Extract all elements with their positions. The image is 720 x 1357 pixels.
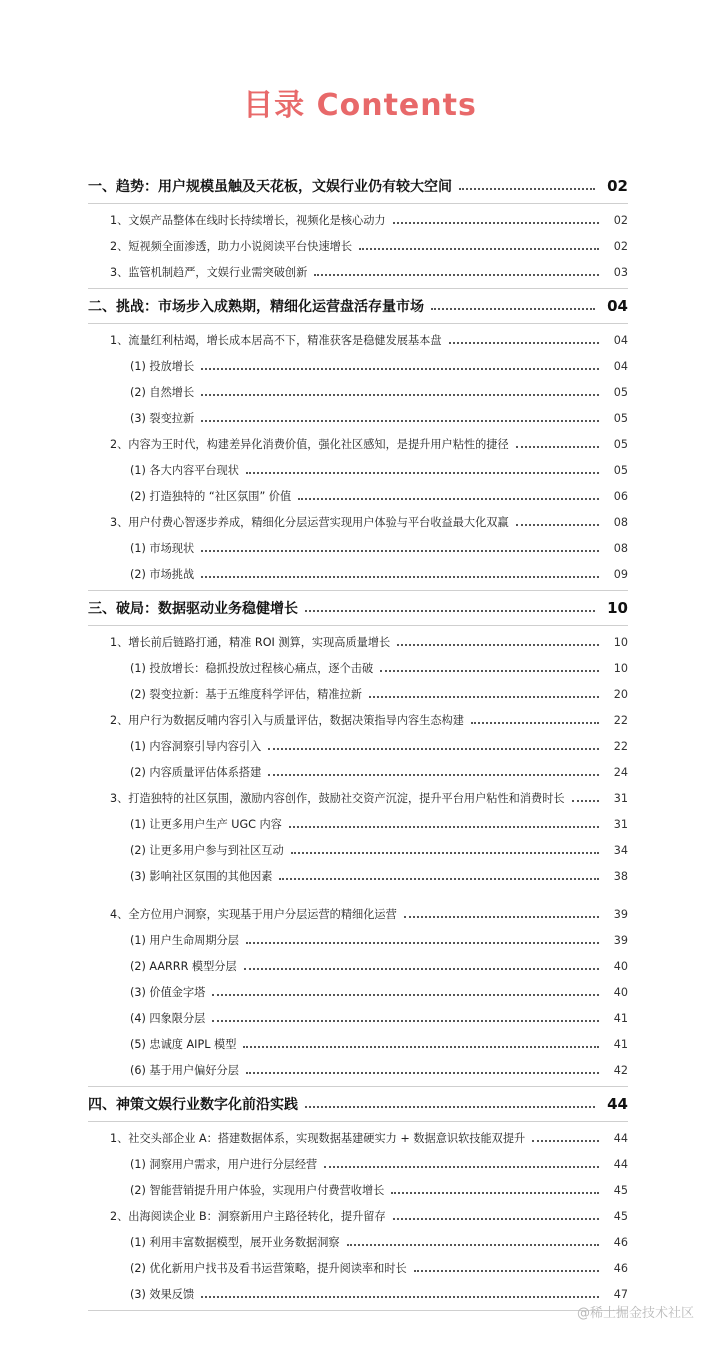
toc-subentry-page-number: 05 bbox=[613, 411, 628, 425]
toc-entry-label: 1、文娱产品整体在线时长持续增长，视频化是核心动力 bbox=[110, 214, 386, 227]
toc-subentry-label: (1) 投放增长：稳抓投放过程核心痛点，逐个击破 bbox=[130, 662, 374, 675]
dot-leader bbox=[212, 1019, 599, 1022]
toc-entry-label: 1、社交头部企业 A：搭建数据体系，实现数据基建硬实力 + 数据意识软技能双提升 bbox=[110, 1132, 526, 1145]
toc-entry-page-number: 22 bbox=[613, 713, 628, 727]
dot-leader bbox=[291, 851, 599, 854]
toc-subentry-label: (4) 四象限分层 bbox=[130, 1012, 206, 1025]
toc-subentry-page-number: 46 bbox=[613, 1235, 628, 1249]
toc-subentry-page-number: 05 bbox=[613, 463, 628, 477]
dot-leader bbox=[459, 187, 595, 190]
dot-leader bbox=[268, 773, 599, 776]
toc-entry-label: 2、内容为王时代，构建差异化消费价值，强化社区感知，是提升用户粘性的捷径 bbox=[110, 438, 509, 451]
toc-subentry-label: (1) 用户生命周期分层 bbox=[130, 934, 239, 947]
toc-subentry[interactable] bbox=[88, 837, 628, 863]
toc-subentry-label: (3) 效果反馈 bbox=[130, 1288, 195, 1301]
toc-subentry[interactable] bbox=[88, 1177, 628, 1203]
dot-leader bbox=[246, 941, 599, 944]
watermark: @稀土掘金技术社区 bbox=[576, 1306, 694, 1321]
dot-leader bbox=[431, 307, 595, 310]
toc-subentry-label: (2) 内容质量评估体系搭建 bbox=[130, 766, 262, 779]
toc-subentry[interactable] bbox=[88, 681, 628, 707]
dot-leader bbox=[397, 643, 599, 646]
toc-subentry-label: (1) 内容洞察引导内容引入 bbox=[130, 740, 262, 753]
dot-leader bbox=[305, 1105, 595, 1108]
toc-subentry-page-number: 24 bbox=[613, 765, 628, 779]
toc-entry-page-number: 02 bbox=[613, 239, 628, 253]
dot-leader bbox=[449, 341, 599, 344]
dot-leader bbox=[289, 825, 599, 828]
dot-leader bbox=[244, 967, 599, 970]
toc-subentry[interactable] bbox=[88, 483, 628, 509]
toc-entry[interactable] bbox=[88, 327, 628, 353]
dot-leader bbox=[212, 993, 599, 996]
toc-entry-page-number: 31 bbox=[613, 791, 628, 805]
dot-leader bbox=[243, 1045, 599, 1048]
toc-subentry-page-number: 06 bbox=[613, 489, 628, 503]
dot-leader bbox=[314, 273, 599, 276]
dot-leader bbox=[369, 695, 599, 698]
toc-subentry-page-number: 47 bbox=[613, 1287, 628, 1301]
toc-entry[interactable] bbox=[88, 431, 628, 457]
dot-leader bbox=[471, 721, 599, 724]
toc-entry[interactable] bbox=[88, 785, 628, 811]
toc-section-heading[interactable] bbox=[88, 292, 628, 320]
dot-leader bbox=[532, 1139, 599, 1142]
toc-entry-page-number: 10 bbox=[613, 635, 628, 649]
toc-subentry[interactable] bbox=[88, 759, 628, 785]
toc-entry[interactable] bbox=[88, 901, 628, 927]
toc-subentry-label: (2) 智能营销提升用户体验，实现用户付费营收增长 bbox=[130, 1184, 385, 1197]
toc-section-heading[interactable] bbox=[88, 172, 628, 200]
toc-entry-page-number: 08 bbox=[613, 515, 628, 529]
toc-entry[interactable] bbox=[88, 1203, 628, 1229]
toc-subentry[interactable] bbox=[88, 1057, 628, 1083]
toc-entry[interactable] bbox=[88, 509, 628, 535]
toc-entry-label: 2、出海阅读企业 B：洞察新用户主路径转化，提升留存 bbox=[110, 1210, 386, 1223]
dot-leader bbox=[246, 471, 599, 474]
dot-leader bbox=[305, 609, 595, 612]
toc-section-heading-label: 四、神策文娱行业数字化前沿实践 bbox=[88, 1097, 298, 1113]
toc-subentry[interactable] bbox=[88, 561, 628, 587]
dot-leader bbox=[404, 915, 599, 918]
toc-subentry-page-number: 44 bbox=[613, 1157, 628, 1171]
toc-subentry-page-number: 42 bbox=[613, 1063, 628, 1077]
toc-entry-label: 3、用户付费心智逐步养成，精细化分层运营实现用户体验与平台收益最大化双赢 bbox=[110, 516, 509, 529]
toc-subentry-page-number: 39 bbox=[613, 933, 628, 947]
toc-entry-page-number: 39 bbox=[613, 907, 628, 921]
toc-section-heading-page-number: 04 bbox=[607, 297, 628, 315]
toc-entry-label: 1、增长前后链路打通，精准 ROI 测算，实现高质量增长 bbox=[110, 636, 391, 649]
toc-subentry-label: (1) 市场现状 bbox=[130, 542, 195, 555]
toc-entry-label: 1、流量红利枯竭，增长成本居高不下，精准获客是稳健发展基本盘 bbox=[110, 334, 442, 347]
toc-subentry[interactable] bbox=[88, 1151, 628, 1177]
toc-entry[interactable] bbox=[88, 707, 628, 733]
toc-entry-page-number: 02 bbox=[613, 213, 628, 227]
toc-subentry[interactable] bbox=[88, 353, 628, 379]
dot-leader bbox=[572, 799, 599, 802]
toc-subentry[interactable] bbox=[88, 979, 628, 1005]
toc-subentry-page-number: 38 bbox=[613, 869, 628, 883]
toc-subentry-page-number: 34 bbox=[613, 843, 628, 857]
divider bbox=[88, 288, 628, 289]
toc-subentry-page-number: 20 bbox=[613, 687, 628, 701]
toc-subentry-page-number: 45 bbox=[613, 1183, 628, 1197]
dot-leader bbox=[516, 523, 599, 526]
toc-subentry[interactable] bbox=[88, 811, 628, 837]
toc-entry[interactable] bbox=[88, 207, 628, 233]
toc-subentry[interactable] bbox=[88, 1229, 628, 1255]
dot-leader bbox=[324, 1165, 599, 1168]
toc-entry-label: 4、全方位用户洞察，实现基于用户分层运营的精细化运营 bbox=[110, 908, 397, 921]
toc-section-heading-label: 一、趋势：用户规模虽触及天花板，文娱行业仍有较大空间 bbox=[88, 179, 452, 195]
toc-subentry-label: (2) AARRR 模型分层 bbox=[130, 960, 237, 973]
toc-subentry-label: (2) 优化新用户找书及看书运营策略，提升阅读率和时长 bbox=[130, 1262, 407, 1275]
dot-leader bbox=[201, 367, 599, 370]
toc-subentry[interactable] bbox=[88, 1281, 628, 1307]
spacer bbox=[88, 889, 628, 901]
toc-subentry-page-number: 41 bbox=[613, 1037, 628, 1051]
toc-section-heading[interactable] bbox=[88, 594, 628, 622]
divider bbox=[88, 590, 628, 591]
divider bbox=[88, 625, 628, 626]
toc-subentry-page-number: 22 bbox=[613, 739, 628, 753]
toc-entry-page-number: 03 bbox=[613, 265, 628, 279]
toc-subentry-page-number: 10 bbox=[613, 661, 628, 675]
page-title: 目录 Contents bbox=[243, 88, 477, 123]
toc-subentry-label: (2) 市场挑战 bbox=[130, 568, 195, 581]
toc-entry-label: 3、打造独特的社区氛围，激励内容创作，鼓励社交资产沉淀，提升平台用户粘性和消费时长 bbox=[110, 792, 565, 805]
toc-subentry[interactable] bbox=[88, 535, 628, 561]
toc-subentry-page-number: 09 bbox=[613, 567, 628, 581]
toc-subentry-page-number: 46 bbox=[613, 1261, 628, 1275]
toc-subentry-label: (3) 裂变拉新 bbox=[130, 412, 195, 425]
toc-entry-page-number: 05 bbox=[613, 437, 628, 451]
toc-subentry-label: (2) 让更多用户参与到社区互动 bbox=[130, 844, 284, 857]
dot-leader bbox=[393, 221, 599, 224]
toc-entry-page-number: 04 bbox=[613, 333, 628, 347]
toc-subentry-page-number: 40 bbox=[613, 959, 628, 973]
toc-entry-label: 2、用户行为数据反哺内容引入与质量评估，数据决策指导内容生态构建 bbox=[110, 714, 464, 727]
toc-subentry[interactable] bbox=[88, 379, 628, 405]
dot-leader bbox=[201, 575, 599, 578]
dot-leader bbox=[516, 445, 599, 448]
table-of-contents bbox=[88, 172, 628, 1314]
dot-leader bbox=[246, 1071, 599, 1074]
dot-leader bbox=[347, 1243, 599, 1246]
toc-subentry-label: (2) 自然增长 bbox=[130, 386, 195, 399]
toc-subentry[interactable] bbox=[88, 1031, 628, 1057]
toc-subentry-label: (2) 裂变拉新：基于五维度科学评估，精准拉新 bbox=[130, 688, 362, 701]
toc-entry[interactable] bbox=[88, 629, 628, 655]
toc-entry-page-number: 44 bbox=[613, 1131, 628, 1145]
toc-subentry-page-number: 04 bbox=[613, 359, 628, 373]
toc-subentry-label: (1) 各大内容平台现状 bbox=[130, 464, 239, 477]
toc-entry-label: 3、监管机制趋严，文娱行业需突破创新 bbox=[110, 266, 308, 279]
dot-leader bbox=[201, 393, 599, 396]
toc-subentry[interactable] bbox=[88, 733, 628, 759]
toc-section-heading-page-number: 02 bbox=[607, 177, 628, 195]
toc-subentry[interactable] bbox=[88, 457, 628, 483]
toc-subentry[interactable] bbox=[88, 1005, 628, 1031]
toc-subentry-page-number: 08 bbox=[613, 541, 628, 555]
toc-subentry-page-number: 05 bbox=[613, 385, 628, 399]
dot-leader bbox=[393, 1217, 599, 1220]
toc-subentry[interactable] bbox=[88, 863, 628, 889]
toc-subentry-label: (1) 洞察用户需求，用户进行分层经营 bbox=[130, 1158, 318, 1171]
divider bbox=[88, 203, 628, 204]
toc-section-heading-label: 二、挑战：市场步入成熟期，精细化运营盘活存量市场 bbox=[88, 299, 424, 315]
divider bbox=[88, 1086, 628, 1087]
divider bbox=[88, 1310, 628, 1311]
toc-subentry[interactable] bbox=[88, 405, 628, 431]
toc-subentry[interactable] bbox=[88, 953, 628, 979]
toc-subentry[interactable] bbox=[88, 1255, 628, 1281]
divider bbox=[88, 323, 628, 324]
dot-leader bbox=[359, 247, 599, 250]
toc-section-heading-page-number: 44 bbox=[607, 1095, 628, 1113]
toc-subentry[interactable] bbox=[88, 655, 628, 681]
toc-section-heading-page-number: 10 bbox=[607, 599, 628, 617]
toc-subentry[interactable] bbox=[88, 927, 628, 953]
dot-leader bbox=[391, 1191, 599, 1194]
toc-subentry-label: (1) 投放增长 bbox=[130, 360, 195, 373]
dot-leader bbox=[414, 1269, 599, 1272]
toc-entry[interactable] bbox=[88, 259, 628, 285]
toc-subentry-label: (1) 让更多用户生产 UGC 内容 bbox=[130, 818, 282, 831]
toc-subentry-page-number: 31 bbox=[613, 817, 628, 831]
dot-leader bbox=[380, 669, 599, 672]
toc-subentry-label: (3) 价值金字塔 bbox=[130, 986, 206, 999]
dot-leader bbox=[298, 497, 599, 500]
dot-leader bbox=[201, 419, 599, 422]
toc-entry-label: 2、短视频全面渗透，助力小说阅读平台快速增长 bbox=[110, 240, 353, 253]
dot-leader bbox=[268, 747, 599, 750]
toc-entry[interactable] bbox=[88, 1125, 628, 1151]
toc-section-heading-label: 三、破局：数据驱动业务稳健增长 bbox=[88, 601, 298, 617]
divider bbox=[88, 1121, 628, 1122]
toc-subentry-page-number: 41 bbox=[613, 1011, 628, 1025]
toc-subentry-label: (2) 打造独特的 “社区氛围” 价值 bbox=[130, 490, 292, 503]
toc-section-heading[interactable] bbox=[88, 1090, 628, 1118]
toc-entry[interactable] bbox=[88, 233, 628, 259]
toc-subentry-label: (3) 影响社区氛围的其他因素 bbox=[130, 870, 273, 883]
toc-subentry-page-number: 40 bbox=[613, 985, 628, 999]
dot-leader bbox=[279, 877, 599, 880]
dot-leader bbox=[201, 549, 599, 552]
toc-subentry-label: (5) 忠诚度 AIPL 模型 bbox=[130, 1038, 237, 1051]
toc-subentry-label: (6) 基于用户偏好分层 bbox=[130, 1064, 239, 1077]
dot-leader bbox=[201, 1295, 599, 1298]
toc-subentry-label: (1) 利用丰富数据模型，展开业务数据洞察 bbox=[130, 1236, 340, 1249]
toc-entry-page-number: 45 bbox=[613, 1209, 628, 1223]
